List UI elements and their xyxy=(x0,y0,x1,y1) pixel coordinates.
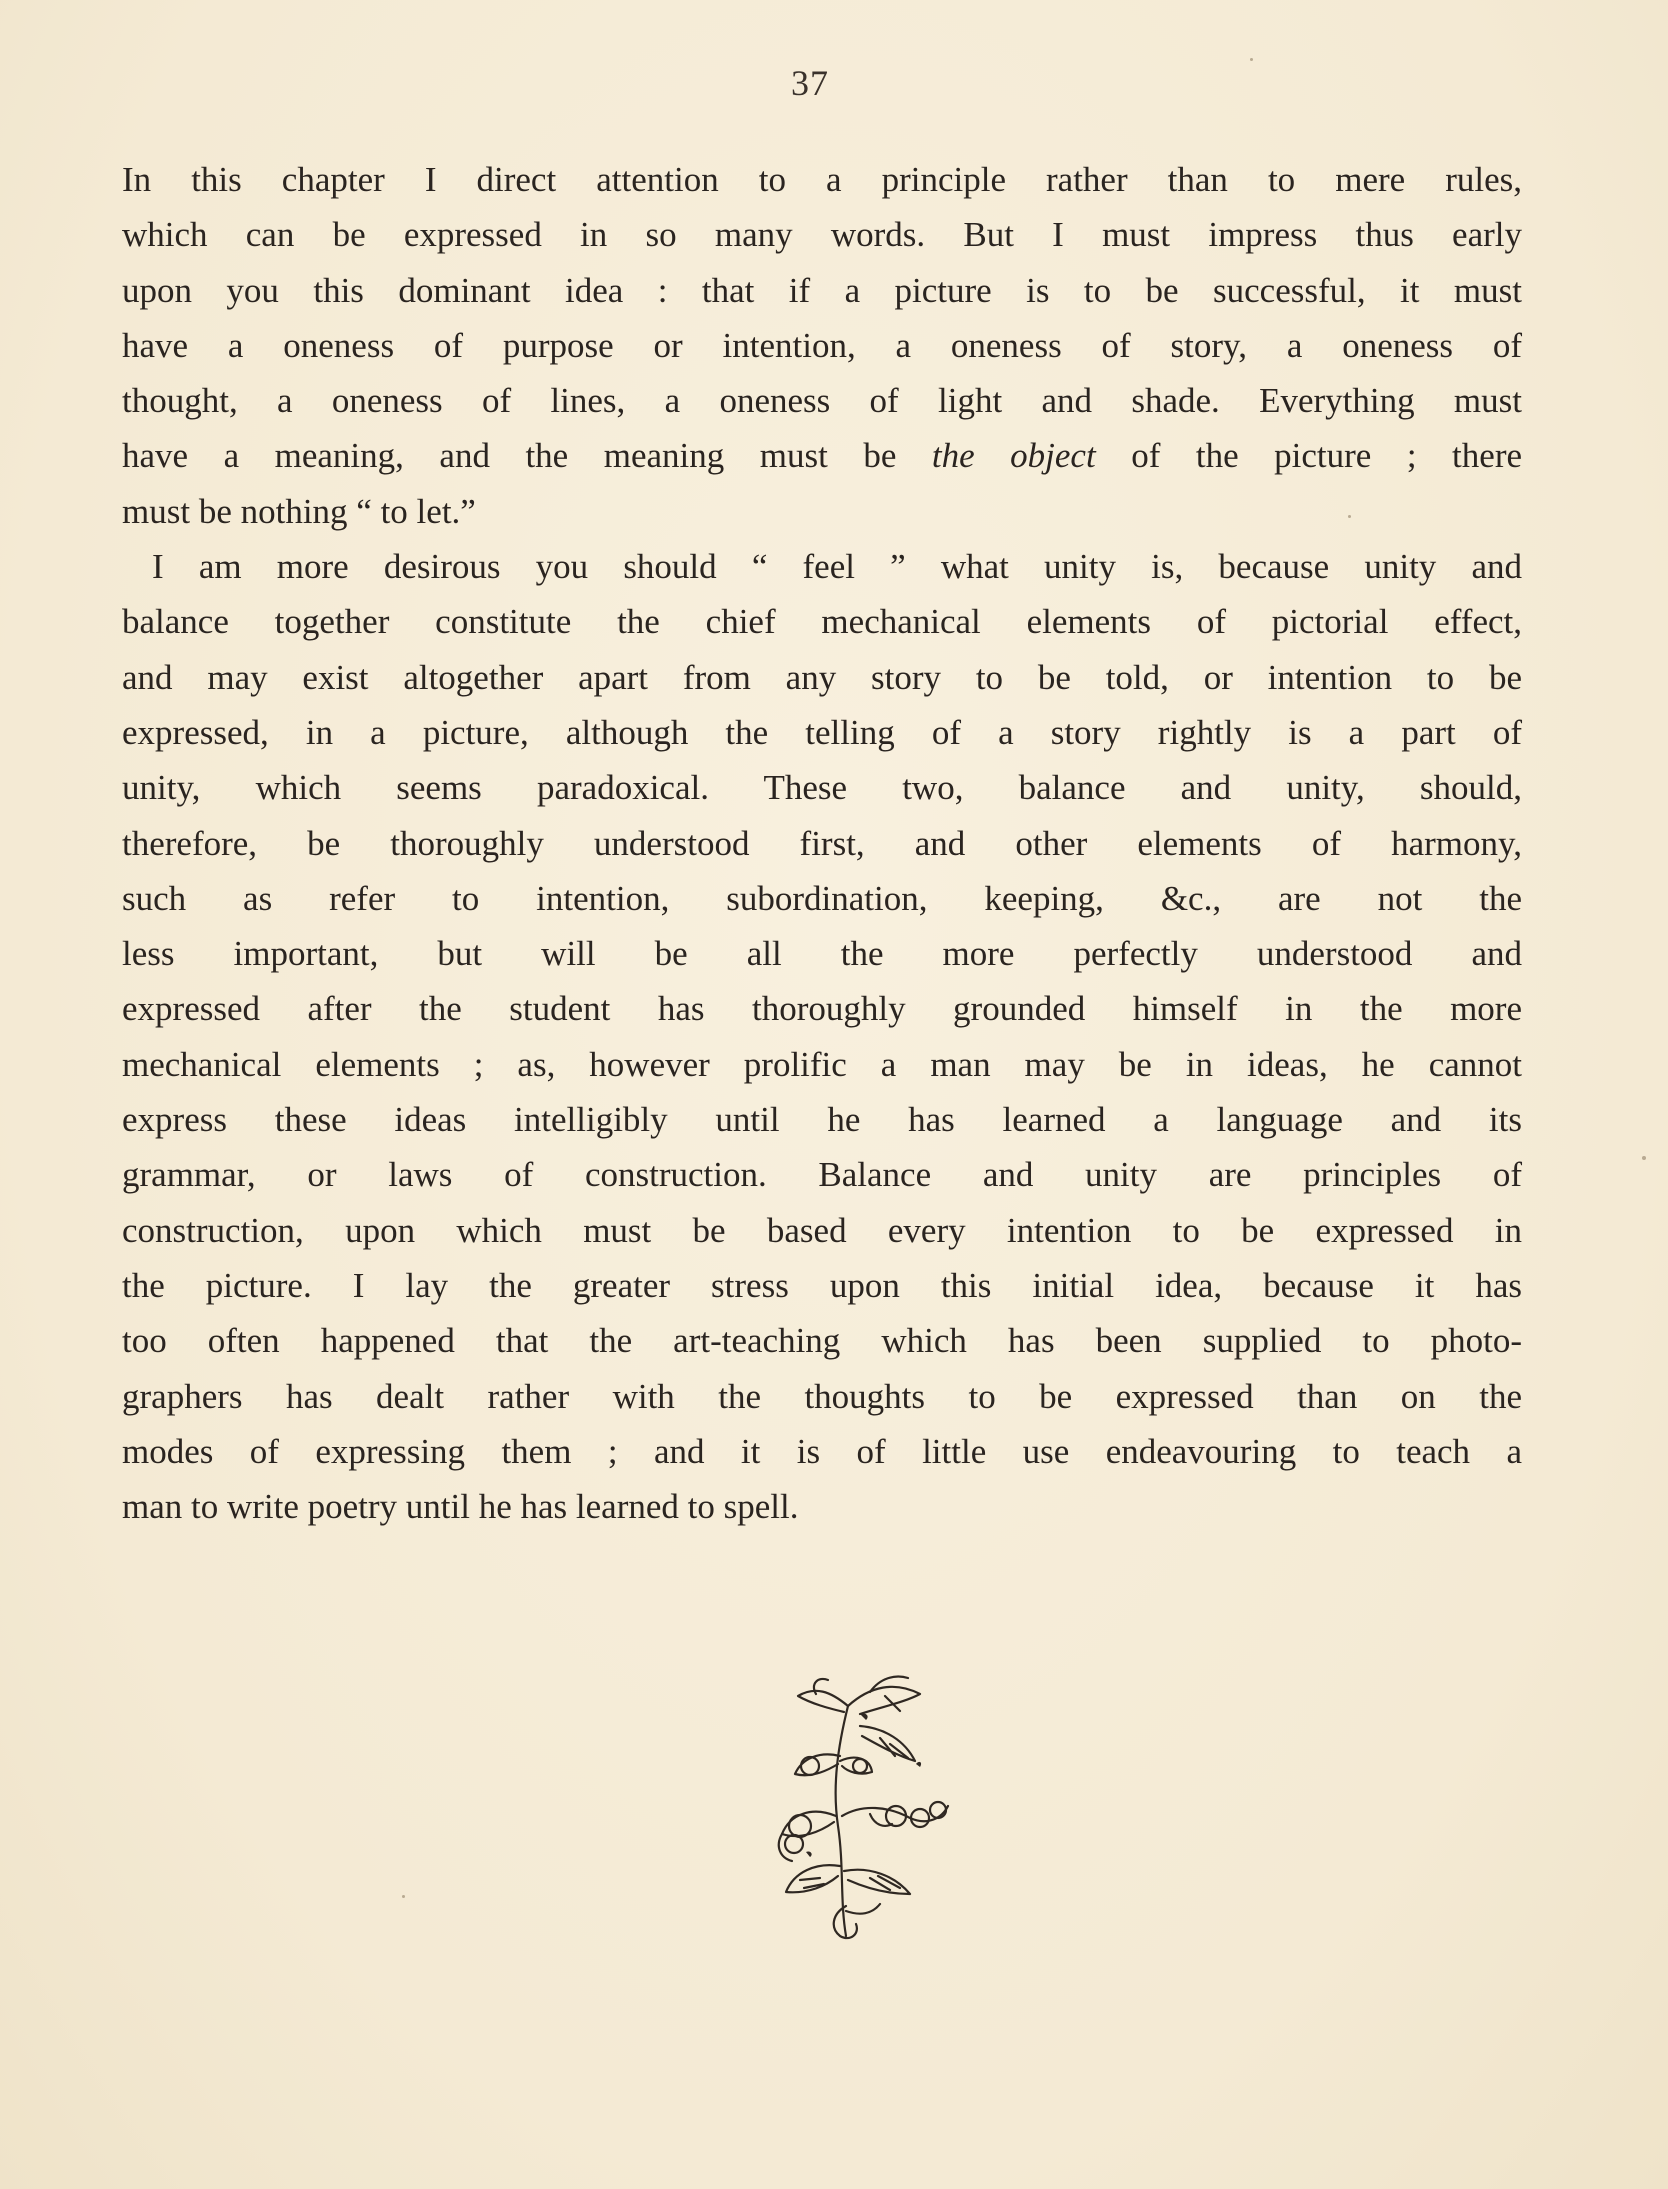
text-line: expressed, in a picture, although the telling of a story rightly is a part of xyxy=(122,712,1522,752)
text-line: In this chapter I direct attention to a principle rather than to mere rules, xyxy=(122,160,1522,199)
emphasis: the object xyxy=(931,436,1096,476)
floral-vignette-icon xyxy=(720,1666,960,1946)
text-line: expressed after the student has thoroughly grounded himself in the more xyxy=(122,989,1522,1029)
text-line: and may exist altogether apart from any story to be told, or intention to be xyxy=(122,657,1522,697)
text-line: upon you this dominant idea : that if a picture is to be successful, it must xyxy=(122,270,1522,310)
text-line: grammar, or laws of construction. Balance and unity are principles of xyxy=(122,1155,1522,1195)
text-line: graphers has dealt rather with the thoughts to be expressed than on the xyxy=(122,1376,1522,1416)
text-line: construction, upon which must be based every intention to be expressed in xyxy=(122,1210,1522,1250)
page-number: 37 xyxy=(791,63,829,103)
paragraph xyxy=(122,152,1522,539)
text-line: the picture. I lay the greater stress upon this initial idea, because it has xyxy=(122,1265,1522,1305)
text-line: too often happened that the art-teaching which has been supplied to photo- xyxy=(122,1321,1522,1361)
text-line: balance together constitute the chief mechanical elements of pictorial effect, xyxy=(122,602,1522,642)
text-line: less important, but will be all the more perfectly understood and xyxy=(122,934,1522,974)
text-line: have a oneness of purpose or intention, a oneness of story, a oneness of xyxy=(122,325,1522,365)
text-line: I am more desirous you should “ feel ” what unity is, because unity and xyxy=(152,547,1522,587)
paragraph xyxy=(122,539,1522,1534)
text-run: of the picture ; there xyxy=(1095,436,1523,476)
paper-speck xyxy=(402,1895,405,1898)
text-line: therefore, be thoroughly understood first, and other elements of harmony, xyxy=(122,823,1522,863)
text-run: have a meaning, and the meaning must be xyxy=(122,436,932,476)
paper-speck xyxy=(1348,515,1351,518)
body-text xyxy=(122,152,1522,1534)
text-line: unity, which seems paradoxical. These two, balance and unity, should, xyxy=(122,768,1522,808)
text-line: express these ideas intelligibly until he has learned a language and its xyxy=(122,1100,1522,1140)
text-line: mechanical elements ; as, however prolific a man may be in ideas, he cannot xyxy=(122,1044,1522,1084)
paper-speck xyxy=(1642,1156,1646,1160)
text-line: which can be expressed in so many words. But I must impress thus early xyxy=(122,215,1522,255)
paper-speck xyxy=(1250,58,1253,61)
text-line: such as refer to intention, subordination, keeping, &c., are not the xyxy=(122,878,1522,918)
text-line: modes of expressing them ; and it is of little use endeavouring to teach a xyxy=(122,1431,1522,1471)
text-line: must be nothing “ to let.” xyxy=(122,491,476,531)
text-line xyxy=(122,428,1522,483)
text-line: man to write poetry until he has learned to spell. xyxy=(122,1487,799,1527)
text-line: thought, a oneness of lines, a oneness of light and shade. Everything must xyxy=(122,381,1522,421)
